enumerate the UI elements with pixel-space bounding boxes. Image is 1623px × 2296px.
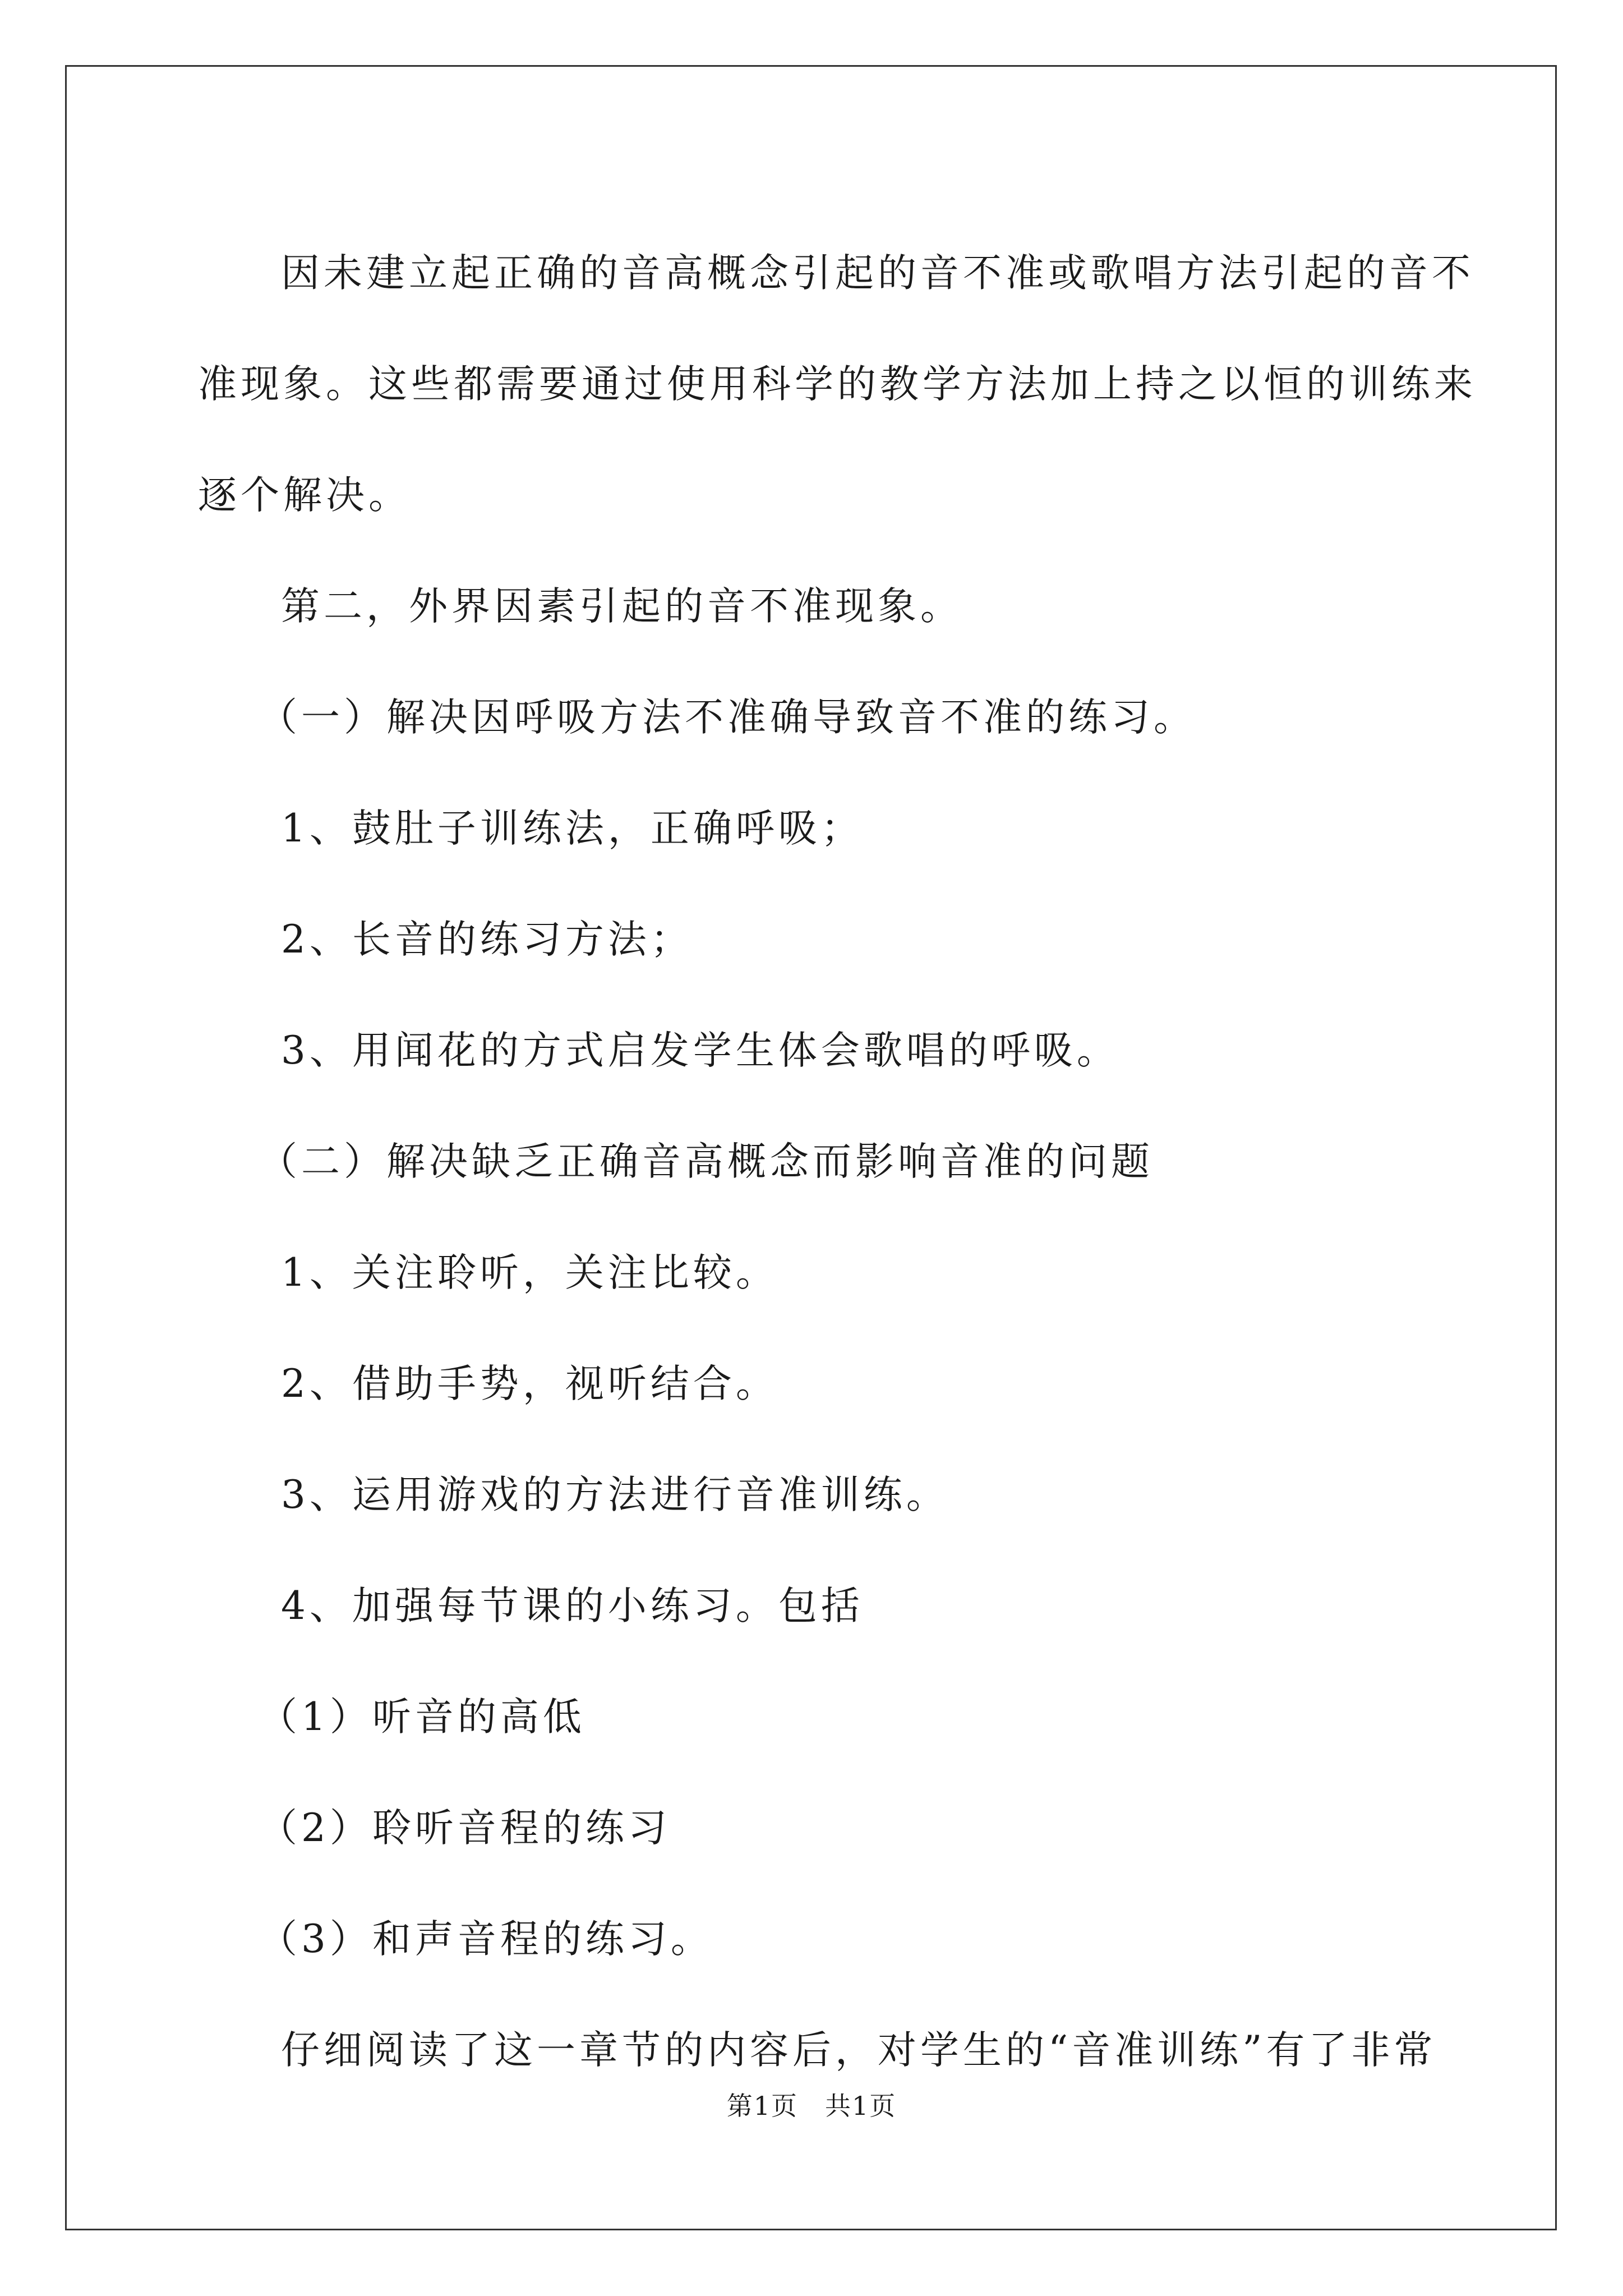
text-line: （1）听音的高低 bbox=[259, 1695, 585, 1740]
text-line: 准现象。这些都需要通过使用科学的教学方法加上持之以恒的训练来 bbox=[198, 362, 1477, 407]
text-line: 仔细阅读了这一章节的内容后，对学生的“音准训练”有了非常 bbox=[281, 2028, 1437, 2073]
text-line: 2、借助手势，视听结合。 bbox=[281, 1361, 778, 1406]
text-line: 1、鼓肚子训练法，正确呼吸； bbox=[281, 806, 864, 851]
text-line: 3、运用游戏的方法进行音准训练。 bbox=[281, 1473, 949, 1517]
text-line: 第二，外界因素引起的音不准现象。 bbox=[281, 584, 963, 629]
text-line: （2）聆听音程的练习 bbox=[259, 1806, 671, 1851]
text-line: 4、加强每节课的小练习。包括 bbox=[281, 1584, 864, 1628]
text-line: 2、长音的练习方法； bbox=[281, 917, 693, 962]
text-line: 3、用闻花的方式启发学生体会歌唱的呼吸。 bbox=[281, 1028, 1119, 1073]
text-line: （3）和声音程的练习。 bbox=[259, 1917, 713, 1962]
text-line: 逐个解决。 bbox=[198, 473, 411, 518]
document-body bbox=[198, 218, 1477, 2106]
text-line: 因未建立起正确的音高概念引起的音不准或歌唱方法引起的音不 bbox=[281, 251, 1474, 296]
text-line: （一）解决因呼吸方法不准确导致音不准的练习。 bbox=[259, 695, 1196, 740]
text-line: 1、关注聆听，关注比较。 bbox=[281, 1250, 778, 1295]
page-number: 第1页 共1页 bbox=[726, 2091, 897, 2121]
text-line: （二）解决缺乏正确音高概念而影响音准的问题 bbox=[259, 1139, 1154, 1184]
